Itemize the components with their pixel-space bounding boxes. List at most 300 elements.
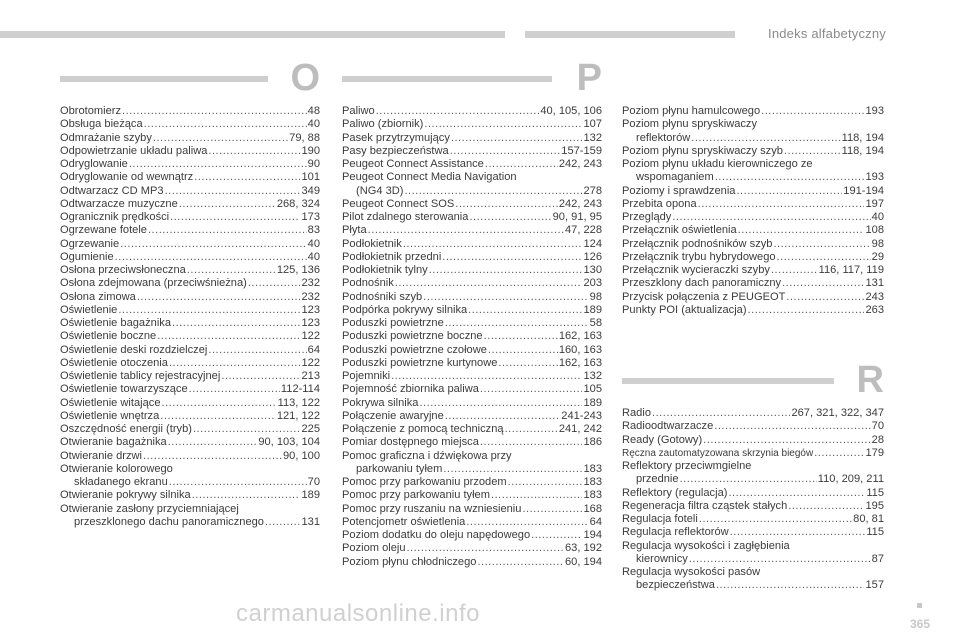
index-entry [622,407,884,420]
index-entry [60,463,320,490]
page-reference: 189 [583,396,602,409]
index-entry-line [60,463,320,476]
page-reference: 157 [865,579,884,592]
index-term: Przełącznik podnośników szyb [622,237,773,250]
index-term: Poziom dodatku do oleju napędowego [342,529,531,541]
index-entry-line [622,434,884,447]
index-entry [60,171,320,184]
index-entry-line [60,357,320,370]
index-term: Poziom płynu spryskiwaczy [622,118,758,131]
index-term: Oświetlenie boczne [60,330,157,343]
dot-leader [771,264,818,277]
index-entry-line [60,489,320,502]
index-term: Odtwarzacze muzyczne [60,197,178,210]
page-reference: 179 [865,446,884,459]
index-term: przeszklonego dachu panoramicznego [74,515,264,528]
page-reference: 58 [589,317,602,329]
index-entry [622,304,884,317]
dot-leader [403,238,583,251]
page-reference: 213 [301,370,320,382]
index-entry-line [342,330,602,343]
index-term: Pasek przytrzymujący [342,131,450,144]
index-entry [342,370,602,383]
index-term: Połączenie z pomocą techniczną [342,423,504,435]
index-entry-line [622,118,884,131]
index-entry-line [342,317,602,330]
index-entry [60,317,320,330]
index-term: Radioodtwarzacze [622,420,714,433]
index-entry [342,423,602,436]
page-reference: 87 [871,552,884,565]
dot-leader [736,185,842,198]
section-bar [342,76,552,82]
section-bar [60,76,268,82]
dot-leader [782,277,864,290]
dot-leader [162,397,277,410]
index-term: Paliwo (zbiornik) [342,118,424,131]
index-entry-line [622,211,884,224]
index-entry [60,105,320,118]
index-entry [342,158,602,171]
index-entry-line [342,118,602,131]
index-entry-line [342,185,602,198]
index-entry-line [342,132,602,145]
index-entry [60,264,320,277]
index-entry-line [622,526,884,539]
page-reference: 64 [307,343,320,356]
index-entry-line [342,397,602,410]
index-entry-line [342,198,602,211]
index-entry [342,132,602,145]
index-entry [622,277,884,290]
page-reference: 190 [301,144,320,157]
index-term: Poziom płynu hamulcowego [622,105,761,117]
index-term: Pomiar dostępnego miejsca [342,436,479,449]
index-entry-line [60,198,320,211]
page-reference: 90, 100 [282,449,320,462]
dot-leader [786,291,864,304]
index-entry [60,304,320,317]
page-reference: 131 [865,277,884,290]
index-entry [60,344,320,357]
index-entry-line [622,264,884,277]
index-column-p-continued [622,105,884,317]
index-term: Przeszklony dach panoramiczny [622,277,782,290]
index-entry-line [342,251,602,264]
page-header-title: Indeks alfabetyczny [768,26,886,41]
index-entry [622,447,884,460]
dot-leader [115,251,307,264]
index-term: Pokrywa silnika [342,396,419,409]
index-entry-line [342,211,602,224]
index-entry [60,410,320,423]
index-entry-line [342,158,602,171]
page-reference: 70 [871,420,884,433]
dot-leader [376,105,540,118]
index-entry-line [622,105,884,118]
index-term: Obsługa bieżąca [60,118,143,131]
index-entry-line [60,330,320,343]
index-term: Przełącznik trybu hybrydowego [622,250,776,263]
index-entry-line [622,158,884,171]
page-reference: 232 [301,290,320,303]
page-reference: 123 [301,303,320,316]
index-entry [622,500,884,513]
index-term: Odryglowanie od wewnątrz [60,171,194,184]
page-reference: 40 [307,250,320,263]
index-entry [60,251,320,264]
index-entry-line [342,370,602,383]
dot-leader [522,503,582,516]
page-reference: 232 [301,277,320,290]
index-entry-line [342,516,602,529]
index-entry [60,330,320,343]
index-term: Otwieranie bagażnika [60,436,167,449]
page-reference: 90, 103, 104 [258,436,320,449]
index-term: Odryglowanie [60,158,128,170]
dot-leader [419,397,582,410]
index-entry [60,450,320,463]
index-entry-line [342,410,602,423]
page-reference: 48 [307,105,320,117]
page-reference: 173 [301,211,320,223]
index-entry [622,105,884,118]
index-term: Podnośnik [342,277,394,290]
index-entry-line [622,198,884,211]
index-entry [622,434,884,447]
index-term: Poduszki powietrzne kurtynowe [342,356,498,369]
index-entry [622,211,884,224]
index-term: Podpórka pokrywy silnika [342,303,468,316]
index-entry-line [60,383,320,396]
index-entry [622,224,884,237]
index-term: Pomoc graficzna i dźwiękowa przy [342,449,512,462]
index-entry-line [622,447,884,460]
index-term: Poziomy i sprawdzenia [622,184,736,197]
index-term: kierownicy [636,552,688,565]
index-entry-line [622,407,884,420]
page-reference: 118, 194 [841,131,884,144]
page-reference: 124 [583,237,602,250]
page-reference: 90 [307,158,320,170]
dot-leader [118,304,300,317]
index-term: Poziom płynu układu kierowniczego ze [622,158,813,170]
index-term: Przycisk połączenia z PEUGEOT [622,290,786,303]
index-entry-line [622,553,884,566]
index-entry [60,397,320,410]
index-entry-line [60,211,320,224]
index-entry [622,238,884,251]
index-entry-line [622,224,884,237]
page-reference: 197 [865,197,884,210]
page-reference: 105 [583,383,602,396]
index-entry [60,423,320,436]
page-reference: 60, 194 [564,555,602,568]
page-reference: 267, 321, 322, 347 [791,407,884,419]
dot-leader [137,291,301,304]
index-entry-line [60,291,320,304]
dot-leader [445,410,561,423]
page-reference: 157-159 [561,144,602,157]
index-term: Obrotomierz [60,105,122,117]
page-reference: 80, 81 [853,513,884,525]
index-entry-line [60,158,320,171]
dot-leader [395,277,583,290]
dot-leader [368,224,564,237]
dot-leader [129,158,307,171]
dot-leader [748,304,865,317]
page-reference: 242, 243 [558,197,602,210]
dot-leader [172,317,300,330]
index-entry [342,198,602,211]
dot-leader [429,264,583,277]
index-entry [60,357,320,370]
dot-leader [777,251,871,264]
index-entry [622,526,884,539]
dot-leader [508,476,583,489]
index-term: Oszczędność energii (tryb) [60,423,192,435]
index-term: Pomoc przy parkowaniu tyłem [342,489,490,502]
index-term: Regulacja wysokości i zagłębienia [622,539,790,552]
index-term: bezpieczeństwa [636,579,715,592]
dot-leader [404,185,582,198]
page-reference: 101 [301,171,320,184]
page-reference: 278 [583,184,602,197]
index-term: Osłona zimowa [60,290,136,303]
index-entry-line [342,277,602,290]
index-entry-line [60,145,320,158]
index-entry-line [622,132,884,145]
page-reference: 186 [583,436,602,449]
index-entry [342,529,602,542]
page-reference: 160, 163 [558,343,602,356]
index-entry-line [342,171,602,184]
page-reference: 40 [307,237,320,250]
index-entry-line [622,473,884,486]
page-reference: 113, 122 [277,396,320,409]
page-reference: 193 [865,171,884,184]
page-reference: 162, 163 [558,356,602,369]
index-term: Przełącznik oświetlenia [622,224,737,237]
page-reference: 98 [589,290,602,303]
page-reference: 263 [865,303,884,316]
page-reference: 47, 228 [564,224,602,237]
index-term: Poduszki powietrzne czołowe [342,343,487,356]
page-reference: 131 [301,515,320,528]
section-letter: R [856,359,884,401]
page-reference: 203 [583,277,602,290]
dot-leader [443,463,582,476]
page-reference: 189 [583,303,602,316]
index-entry [342,556,602,569]
dot-leader [143,450,282,463]
index-term: Otwieranie pokrywy silnika [60,489,191,502]
index-term: Regulacja wysokości pasów [622,566,761,578]
index-term: Oświetlenie deski rozdzielczej [60,343,208,356]
index-term: Otwieranie drzwi [60,449,142,462]
index-term: Płyta [342,224,367,237]
page-reference: 168 [583,502,602,515]
index-entry [342,224,602,237]
index-term: Pojemniki [342,370,391,382]
index-entry [342,304,602,317]
page-reference: 242, 243 [558,158,602,170]
index-entry [622,460,884,487]
page-reference: 107 [583,118,602,131]
index-term: Poduszki powietrzne [342,317,444,329]
index-entry [342,397,602,410]
page-reference: 90, 91, 95 [552,211,602,223]
watermark: carmanualsonline.info [236,600,480,627]
index-term: Oświetlenie otoczenia [60,356,168,369]
index-term: Podłokietnik [342,237,402,250]
index-term: Przełącznik wycieraczki szyby [622,264,770,276]
dot-leader [165,185,301,198]
page-reference: 349 [301,184,320,197]
index-entry-line [60,251,320,264]
index-term: Przebita opona [622,197,697,210]
dot-leader [698,198,865,211]
dot-leader [144,118,307,131]
index-term: wspomaganiem [636,171,714,184]
dot-leader [169,357,301,370]
page-reference: 29 [871,250,884,263]
page-reference: 183 [583,489,602,502]
index-term: Oświetlenie witające [60,396,161,409]
page-reference: 183 [583,476,602,488]
index-entry-line [342,450,602,463]
dot-leader [728,487,865,500]
index-entry [60,211,320,224]
index-entry [342,211,602,224]
page-reference: 122 [301,330,320,343]
dot-leader [784,145,841,158]
index-column-p [342,105,602,569]
index-entry-line [622,500,884,513]
index-entry [342,476,602,489]
dot-leader [423,291,588,304]
page-reference: 193 [865,105,884,117]
header-bar [0,31,505,38]
section-head-o [60,57,320,102]
page-reference: 116, 117, 119 [818,264,884,276]
index-entry [342,436,602,449]
index-term: Poziom płynu spryskiwaczy szyb [622,144,783,157]
page-reference: 40, 105, 106 [540,105,602,117]
index-entry [622,145,884,158]
dot-leader [160,410,276,423]
index-term: Reflektory (regulacja) [622,486,728,499]
page-reference: 79, 88 [289,131,320,144]
index-entry-line [342,463,602,476]
index-term: Poduszki powietrzne boczne [342,330,483,343]
dot-leader [531,529,582,542]
index-entry-line [622,513,884,526]
index-entry [60,277,320,290]
index-entry-line [60,277,320,290]
index-entry-line [60,224,320,237]
index-entry [622,420,884,433]
index-entry-line [342,344,602,357]
index-term: Paliwo [342,105,375,117]
page-marker [917,603,922,608]
page-reference: 28 [871,433,884,446]
index-term: Oświetlenie towarzyszące [60,383,188,396]
dot-leader [221,370,300,383]
dot-leader [484,330,558,343]
index-entry [342,503,602,516]
index-entry-line [342,105,602,118]
index-entry [622,487,884,500]
dot-leader [194,171,300,184]
index-entry-line [342,542,602,555]
index-entry [60,118,320,131]
index-entry-line [342,145,602,158]
index-entry [342,145,602,158]
index-entry-line [342,383,602,396]
dot-leader [466,516,588,529]
index-entry [342,516,602,529]
dot-leader [168,436,258,449]
index-entry [342,238,602,251]
page-reference: 121, 122 [276,409,320,422]
index-entry [342,344,602,357]
index-entry [60,198,320,211]
index-entry-line [60,264,320,277]
index-term: Ogumienie [60,250,114,263]
page-reference: 115 [866,526,884,539]
page-reference: 118, 194 [841,144,884,157]
index-entry [60,291,320,304]
section-bar [622,378,834,384]
page-reference: 125, 136 [276,264,320,276]
index-entry-line [622,460,884,473]
page-reference: 195 [865,499,884,512]
index-term: Regulacja reflektorów [622,526,729,539]
index-entry [622,198,884,211]
index-term: Regeneracja filtra cząstek stałych [622,499,788,512]
index-entry [60,383,320,396]
page-reference: 132 [583,131,602,144]
dot-leader [652,407,790,420]
index-term: Osłona zdejmowana (przeciwśnieżna) [60,277,247,290]
dot-leader [672,211,870,224]
index-entry [60,185,320,198]
dot-leader [424,118,582,131]
dot-leader [491,489,583,502]
dot-leader [703,434,871,447]
page-reference: 191-194 [843,184,884,197]
dot-leader [455,198,558,211]
dot-leader [157,330,300,343]
index-term: przednie [636,473,679,486]
dot-leader [788,500,864,513]
page-reference: 225 [301,423,320,435]
dot-leader [689,553,871,566]
page-reference: 40 [307,118,320,131]
index-column-o [60,105,320,529]
index-entry-line [622,579,884,592]
page-reference: 162, 163 [558,330,602,343]
index-term: Radio [622,407,651,419]
page-reference: 241-243 [561,409,602,422]
index-term: Pomoc przy ruszaniu na wzniesieniu [342,502,522,515]
dot-leader [814,447,864,460]
section-letter: P [576,57,602,99]
page-reference: 241, 242 [558,423,602,435]
page-reference: 243 [865,290,884,303]
index-entry-line [60,185,320,198]
